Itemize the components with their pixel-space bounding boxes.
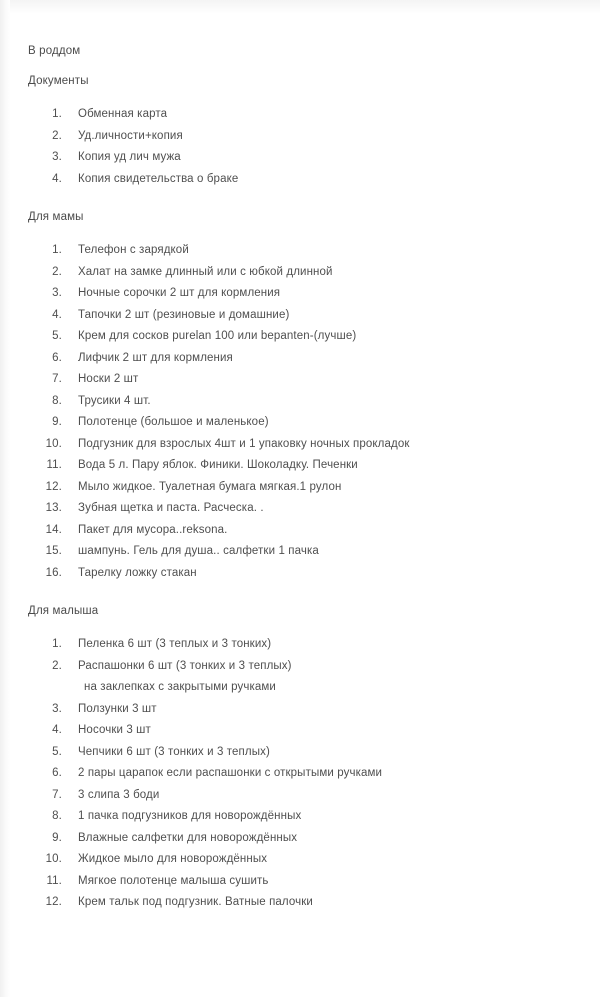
list-item-number: 5. xyxy=(52,745,62,758)
list-item-text: Носочки 3 шт xyxy=(78,724,151,736)
list-item xyxy=(0,806,600,828)
list-item xyxy=(0,283,600,305)
list-item-number: 8. xyxy=(52,394,62,407)
list-item-text: Пакет для мусора..reksona. xyxy=(78,523,228,536)
list-item xyxy=(0,541,600,563)
list-item xyxy=(0,262,600,284)
list-item-text: Тарелку ложку стакан xyxy=(78,566,197,579)
list-item-number: 9. xyxy=(52,416,62,428)
list-item-text: Чепчики 6 шт (3 тонких и 3 теплых) xyxy=(78,745,270,758)
list-item-text: Обменная карта xyxy=(78,108,168,120)
list-item-number: 6. xyxy=(52,767,62,779)
list-item xyxy=(0,699,600,721)
section-for-baby xyxy=(0,604,600,914)
list-item xyxy=(0,892,600,914)
list-item-number: 3. xyxy=(52,151,62,163)
list-item-text: Зубная щетка и паста. Расческа. . xyxy=(78,502,264,514)
list-item xyxy=(0,240,600,262)
list-item-number: 4. xyxy=(52,308,62,321)
spacer xyxy=(0,190,600,210)
list-item-text: Крем тальк под подгузник. Ватные палочки xyxy=(78,896,313,908)
document-title: В роддом xyxy=(28,45,81,57)
list-item-text: Ночные сорочки 2 шт для кормления xyxy=(78,287,281,299)
list-item-number: 13. xyxy=(45,502,62,514)
list-item-text: Уд.личности+копия xyxy=(78,129,183,142)
list-item xyxy=(0,305,600,327)
section-for-mom xyxy=(0,210,600,584)
list-item xyxy=(0,126,600,148)
list-item xyxy=(0,104,600,126)
list-item xyxy=(0,455,600,477)
list-item xyxy=(0,763,600,785)
spacer xyxy=(0,584,600,604)
list-item-number: 10. xyxy=(45,437,62,450)
list-item-text: Распашонки 6 шт (3 тонких и 3 теплых) xyxy=(78,659,292,672)
list-item xyxy=(0,412,600,434)
spacer xyxy=(0,88,600,104)
list-item xyxy=(0,563,600,585)
list-item xyxy=(0,520,600,542)
list-item-number: 12. xyxy=(45,480,62,493)
list-item-number: 4. xyxy=(52,724,62,736)
list-item xyxy=(0,871,600,893)
section-heading-for-mom: Для мамы xyxy=(28,211,84,223)
list-item xyxy=(0,785,600,807)
list-item-number: 12. xyxy=(45,896,62,908)
spacer xyxy=(0,618,600,634)
section-documents xyxy=(0,74,600,190)
list-item-text: Трусики 4 шт. xyxy=(78,394,151,407)
list-item-number: 4. xyxy=(52,172,62,185)
list-item-number: 6. xyxy=(52,351,62,364)
list-item-number: 2. xyxy=(52,265,62,278)
spacer xyxy=(0,224,600,240)
list-for-mom xyxy=(0,240,600,584)
list-item-text: Влажные салфетки для новорождённых xyxy=(78,831,298,844)
list-item-text: Халат на замке длинный или с юбкой длинной xyxy=(78,265,333,278)
list-item-number: 7. xyxy=(52,788,62,801)
list-item-text: Копия свидетельства о браке xyxy=(78,172,239,185)
list-item xyxy=(0,742,600,764)
list-item-number: 14. xyxy=(45,523,62,536)
list-item-continuation: на заклепках с закрытыми ручками xyxy=(84,681,276,693)
list-item-text: 3 слипа 3 боди xyxy=(78,788,160,801)
list-item-text: Вода 5 л. Пару яблок. Финики. Шоколадку. Печенки xyxy=(78,459,358,471)
list-item-number: 3. xyxy=(52,702,62,715)
list-item xyxy=(0,326,600,348)
list-item xyxy=(0,828,600,850)
list-item-text: Пеленка 6 шт (3 теплых и 3 тонких) xyxy=(78,638,272,650)
list-item xyxy=(0,369,600,391)
list-item-number: 11. xyxy=(46,459,62,471)
list-item-number: 11. xyxy=(46,874,62,887)
list-item xyxy=(0,169,600,191)
list-item-number: 15. xyxy=(45,545,62,557)
list-item-number: 1. xyxy=(52,638,62,650)
list-item xyxy=(0,348,600,370)
list-item-text: Мыло жидкое. Туалетная бумага мягкая.1 рулон xyxy=(78,480,342,493)
list-item-number: 8. xyxy=(52,810,62,822)
list-item-number: 9. xyxy=(52,831,62,844)
list-item-text: Носки 2 шт xyxy=(78,373,139,385)
list-item-number: 7. xyxy=(52,373,62,385)
list-item-text: Телефон с зарядкой xyxy=(78,244,189,256)
list-item xyxy=(0,391,600,413)
list-item-number: 1. xyxy=(52,244,62,256)
list-item-number: 1. xyxy=(52,108,62,120)
list-item xyxy=(0,147,600,169)
list-item xyxy=(0,498,600,520)
list-item xyxy=(0,477,600,499)
list-item xyxy=(0,720,600,742)
list-item-number: 10. xyxy=(45,853,62,865)
list-item-text: 1 пачка подгузников для новорождённых xyxy=(78,810,302,822)
list-item xyxy=(0,634,600,656)
list-item-text: Жидкое мыло для новорождённых xyxy=(78,853,268,865)
list-item-text: Тапочки 2 шт (резиновые и домашние) xyxy=(78,308,290,321)
list-item-number: 2. xyxy=(52,129,62,142)
spacer xyxy=(0,58,600,74)
list-item xyxy=(0,434,600,456)
list-item-number: 5. xyxy=(52,330,62,342)
section-heading-for-baby: Для малыша xyxy=(28,605,99,617)
list-item-text: Подгузник для взрослых 4шт и 1 упаковку ночных прокладок xyxy=(78,437,410,450)
list-item-text: Ползунки 3 шт xyxy=(78,702,157,715)
list-item-number: 16. xyxy=(45,566,62,579)
list-item-number: 2. xyxy=(52,659,62,672)
section-heading-documents: Документы xyxy=(28,75,89,87)
list-documents xyxy=(0,104,600,190)
list-item-text: 2 пары царапок если распашонки с открытыми ручками xyxy=(78,767,383,779)
list-item-text: Мягкое полотенце малыша сушить xyxy=(78,874,269,887)
list-item-text: Полотенце (большое и маленькое) xyxy=(78,416,269,428)
list-for-baby xyxy=(0,634,600,914)
list-item xyxy=(0,656,600,678)
list-item-text: шампунь. Гель для душа.. салфетки 1 пачка xyxy=(78,545,319,557)
list-item-text: Копия уд лич мужа xyxy=(78,151,181,163)
list-item-text: Лифчик 2 шт для кормления xyxy=(78,351,233,364)
list-item-text: Крем для сосков purelan 100 или bepanten-(лучше) xyxy=(78,330,357,342)
list-item xyxy=(0,849,600,871)
list-item-number: 3. xyxy=(52,287,62,299)
